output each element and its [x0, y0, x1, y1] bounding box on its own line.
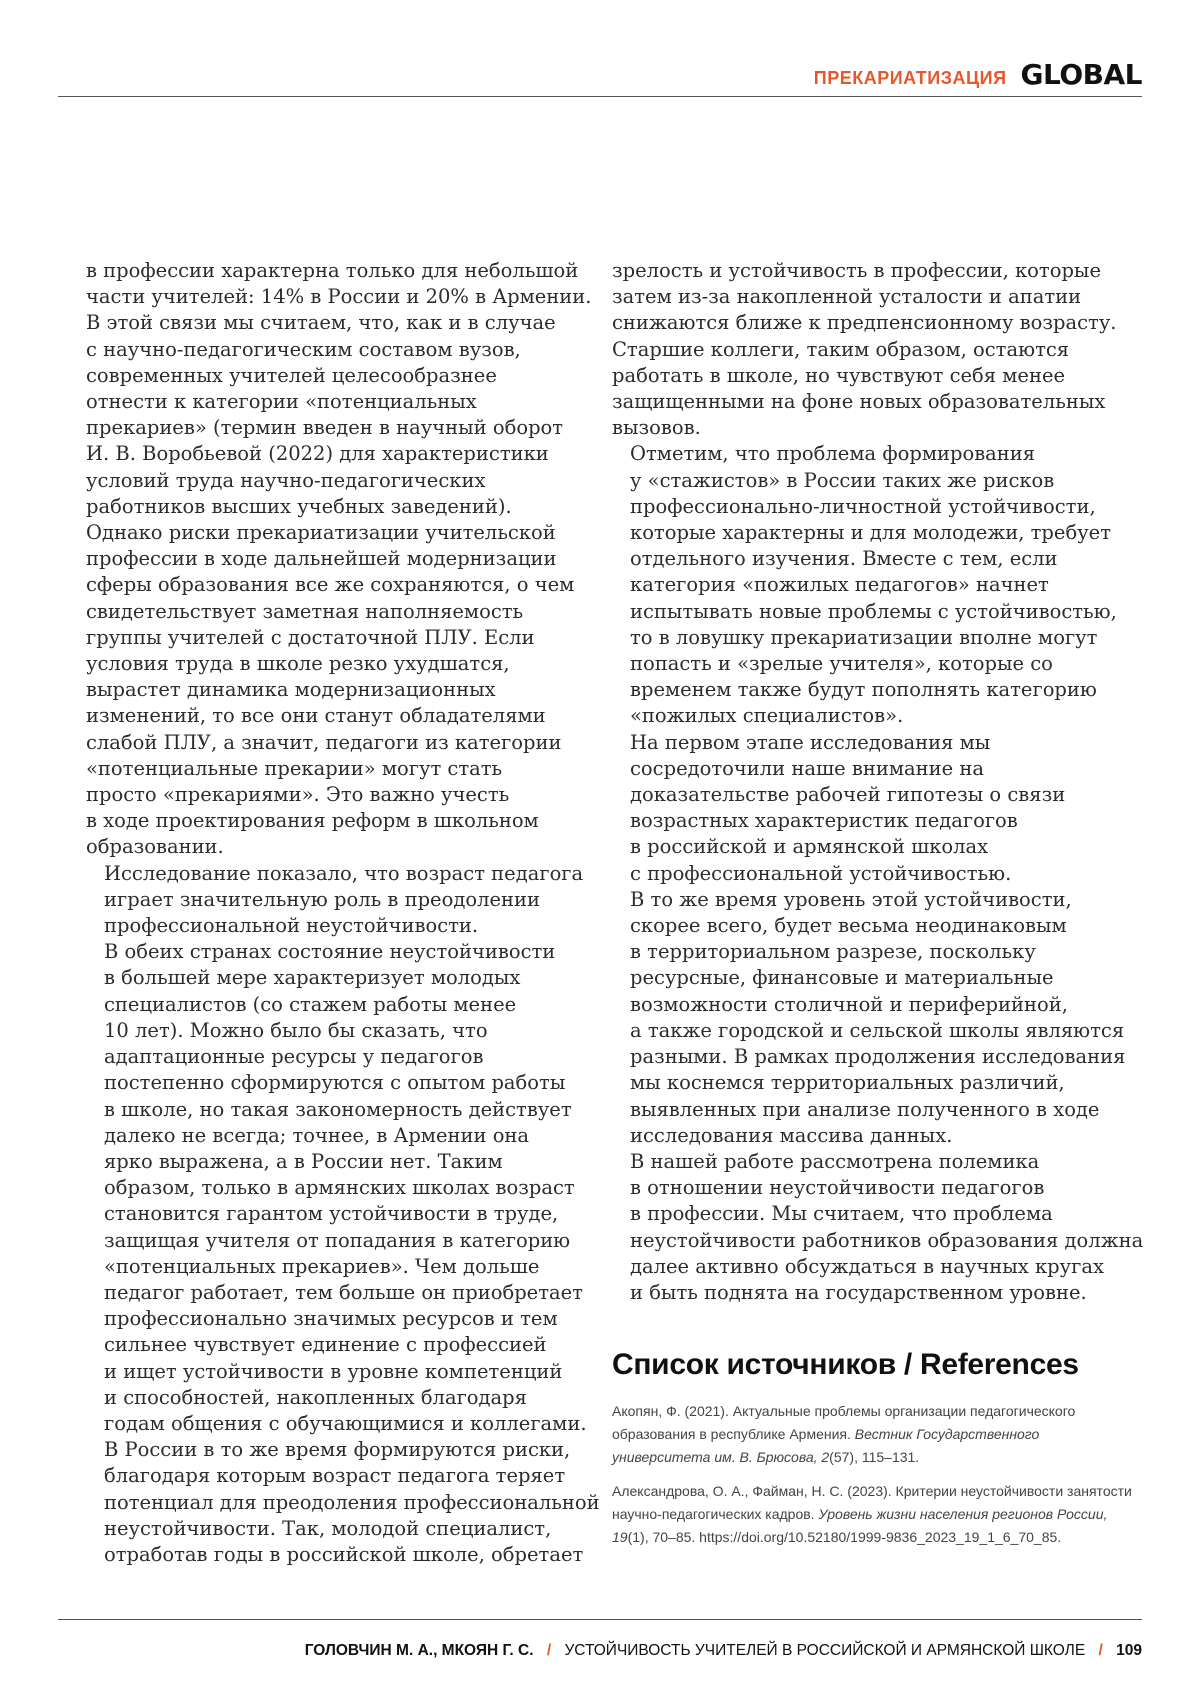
text-line: в территориальном разрезе, поскольку	[612, 939, 1132, 965]
text-line: отдельного изучения. Вместе с тем, если	[612, 546, 1132, 572]
text-line: профессионально-личностной устойчивости,	[612, 494, 1132, 520]
reference-text: Акопян, Ф. (2021). Актуальные проблемы организации педагогического образования в республике Армения.	[612, 1403, 1075, 1442]
text-line: постепенно сформируются с опытом работы	[86, 1070, 606, 1096]
footer-separator: /	[1099, 1642, 1103, 1659]
text-line: с научно-педагогическим составом вузов,	[86, 337, 606, 363]
text-line: прекариев» (термин введен в научный оборот	[86, 415, 606, 441]
paragraph	[86, 861, 606, 1568]
text-line: вызовов.	[612, 415, 1132, 441]
text-line: работников высших учебных заведений).	[86, 494, 606, 520]
text-line: с профессиональной устойчивостью.	[612, 861, 1132, 887]
text-line: в отношении неустойчивости педагогов	[612, 1175, 1132, 1201]
text-line: а также городской и сельской школы являются	[612, 1018, 1132, 1044]
text-line: вырастет динамика модернизационных	[86, 677, 606, 703]
text-line: и быть поднята на государственном уровне.	[612, 1280, 1132, 1306]
paragraph	[86, 258, 606, 861]
text-line: На первом этапе исследования мы	[612, 730, 1132, 756]
text-line: сосредоточили наше внимание на	[612, 756, 1132, 782]
text-line: «пожилых специалистов».	[612, 703, 1132, 729]
text-line: в российской и армянской школах	[612, 834, 1132, 860]
section-label: ПРЕКАРИАТИЗАЦИЯ	[814, 68, 1007, 89]
text-line: далее активно обсуждаться в научных кругах	[612, 1254, 1132, 1280]
text-line: условия труда в школе резко ухудшатся,	[86, 651, 606, 677]
text-line: изменений, то все они станут обладателями	[86, 703, 606, 729]
text-line: специалистов (со стажем работы менее	[86, 992, 606, 1018]
text-line: современных учителей целесообразнее	[86, 363, 606, 389]
text-line: благодаря которым возраст педагога теряет	[86, 1463, 606, 1489]
text-line: затем из-за накопленной усталости и апатии	[612, 284, 1132, 310]
text-line: В этой связи мы считаем, что, как и в случае	[86, 310, 606, 336]
footer-authors: ГОЛОВЧИН М. А., МКОЯН Г. С.	[305, 1642, 534, 1659]
text-line: снижаются ближе к предпенсионному возрасту.	[612, 310, 1132, 336]
text-line: возможности столичной и периферийной,	[612, 992, 1132, 1018]
footer-article-title: УСТОЙЧИВОСТЬ УЧИТЕЛЕЙ В РОССИЙСКОЙ И АРМЯНСКОЙ ШКОЛЕ	[564, 1642, 1085, 1659]
left-column	[86, 258, 606, 1568]
text-line: ярко выражена, а в России нет. Таким	[86, 1149, 606, 1175]
text-line: Однако риски прекариатизации учительской	[86, 520, 606, 546]
reference-item	[612, 1400, 1132, 1469]
text-line: профессии в ходе дальнейшей модернизации	[86, 546, 606, 572]
text-line: зрелость и устойчивость в профессии, которые	[612, 258, 1132, 284]
footer-separator: /	[547, 1642, 551, 1659]
reference-source: Уровень жизни населения регионов России, 19	[612, 1506, 1107, 1545]
text-line: просто «прекариями». Это важно учесть	[86, 782, 606, 808]
journal-name: GLOBAL	[1021, 58, 1142, 91]
text-line: в ходе проектирования реформ в школьном	[86, 808, 606, 834]
paragraph	[612, 258, 1132, 441]
reference-source: Вестник Государственного университета им. В. Брюсова, 2	[612, 1426, 1039, 1465]
text-line: «потенциальных прекариев». Чем дольше	[86, 1254, 606, 1280]
text-line: образом, только в армянских школах возраст	[86, 1175, 606, 1201]
text-line: годам общения с обучающимися и коллегами.	[86, 1411, 606, 1437]
text-line: ресурсные, финансовые и материальные	[612, 965, 1132, 991]
text-line: мы коснемся территориальных различий,	[612, 1070, 1132, 1096]
reference-details: (1), 70–85. https://doi.org/10.52180/1999-9836_2023_19_1_6_70_85.	[628, 1529, 1062, 1545]
text-line: сферы образования все же сохраняются, о чем	[86, 572, 606, 598]
text-line: защищая учителя от попадания в категорию	[86, 1228, 606, 1254]
text-line: доказательстве рабочей гипотезы о связи	[612, 782, 1132, 808]
text-line: И. В. Воробьевой (2022) для характеристики	[86, 441, 606, 467]
text-line: педагог работает, тем больше он приобретает	[86, 1280, 606, 1306]
right-column	[612, 258, 1132, 1560]
text-line: выявленных при анализе полученного в ходе	[612, 1097, 1132, 1123]
text-line: неустойчивости. Так, молодой специалист,	[86, 1516, 606, 1542]
paragraph	[612, 730, 1132, 1149]
text-line: то в ловушку прекариатизации вполне могут	[612, 625, 1132, 651]
reference-details: (57), 115–131.	[829, 1449, 919, 1465]
text-line: возрастных характеристик педагогов	[612, 808, 1132, 834]
text-line: и ищет устойчивости в уровне компетенций	[86, 1359, 606, 1385]
text-line: отработав годы в российской школе, обретает	[86, 1542, 606, 1568]
footer-line	[305, 1642, 1142, 1660]
references-list	[612, 1400, 1132, 1549]
text-line: группы учителей с достаточной ПЛУ. Если	[86, 625, 606, 651]
text-line: в школе, но такая закономерность действует	[86, 1097, 606, 1123]
text-line: профессиональной неустойчивости.	[86, 913, 606, 939]
reference-item	[612, 1480, 1132, 1549]
text-line: далеко не всегда; точнее, в Армении она	[86, 1123, 606, 1149]
text-line: «потенциальные прекарии» могут стать	[86, 756, 606, 782]
text-line: В то же время уровень этой устойчивости,	[612, 887, 1132, 913]
text-line: в профессии. Мы считаем, что проблема	[612, 1201, 1132, 1227]
reference-text: Александрова, О. А., Файман, Н. С. (2023). Критерии неустойчивости занятости научно-педагогических кадров.	[612, 1483, 1132, 1522]
text-line: исследования массива данных.	[612, 1123, 1132, 1149]
right-column-body	[612, 258, 1132, 1306]
paragraph	[612, 1149, 1132, 1306]
text-line: испытывать новые проблемы с устойчивостью,	[612, 599, 1132, 625]
text-line: разными. В рамках продолжения исследования	[612, 1044, 1132, 1070]
text-line: Исследование показало, что возраст педагога	[86, 861, 606, 887]
text-line: свидетельствует заметная наполняемость	[86, 599, 606, 625]
page-footer	[58, 1619, 1142, 1680]
text-line: становится гарантом устойчивости в труде,	[86, 1201, 606, 1227]
text-line: образовании.	[86, 834, 606, 860]
page-number: 109	[1116, 1642, 1142, 1659]
text-line: попасть и «зрелые учителя», которые со	[612, 651, 1132, 677]
text-line: профессионально значимых ресурсов и тем	[86, 1306, 606, 1332]
references-title: Список источников / References	[612, 1352, 1132, 1378]
text-line: потенциал для преодоления профессиональной	[86, 1490, 606, 1516]
text-line: категория «пожилых педагогов» начнет	[612, 572, 1132, 598]
text-line: временем также будут пополнять категорию	[612, 677, 1132, 703]
text-line: в большей мере характеризует молодых	[86, 965, 606, 991]
page-header	[58, 58, 1142, 97]
text-line: которые характерны и для молодежи, требует	[612, 520, 1132, 546]
text-line: играет значительную роль в преодолении	[86, 887, 606, 913]
text-line: сильнее чувствует единение с профессией	[86, 1332, 606, 1358]
text-line: у «стажистов» в России таких же рисков	[612, 468, 1132, 494]
text-line: защищенными на фоне новых образовательных	[612, 389, 1132, 415]
text-line: В России в то же время формируются риски,	[86, 1437, 606, 1463]
text-line: в профессии характерна только для небольшой	[86, 258, 606, 284]
text-line: неустойчивости работников образования должна	[612, 1228, 1132, 1254]
header-right	[814, 58, 1142, 91]
text-line: Отметим, что проблема формирования	[612, 441, 1132, 467]
text-line: части учителей: 14% в России и 20% в Армении.	[86, 284, 606, 310]
text-line: отнести к категории «потенциальных	[86, 389, 606, 415]
text-line: 10 лет). Можно было бы сказать, что	[86, 1018, 606, 1044]
text-line: работать в школе, но чувствуют себя менее	[612, 363, 1132, 389]
text-line: и способностей, накопленных благодаря	[86, 1385, 606, 1411]
text-line: В обеих странах состояние неустойчивости	[86, 939, 606, 965]
paragraph	[612, 441, 1132, 729]
text-line: условий труда научно-педагогических	[86, 468, 606, 494]
text-line: В нашей работе рассмотрена полемика	[612, 1149, 1132, 1175]
text-line: скорее всего, будет весьма неодинаковым	[612, 913, 1132, 939]
text-line: Старшие коллеги, таким образом, остаются	[612, 337, 1132, 363]
text-line: слабой ПЛУ, а значит, педагоги из категории	[86, 730, 606, 756]
text-line: адаптационные ресурсы у педагогов	[86, 1044, 606, 1070]
